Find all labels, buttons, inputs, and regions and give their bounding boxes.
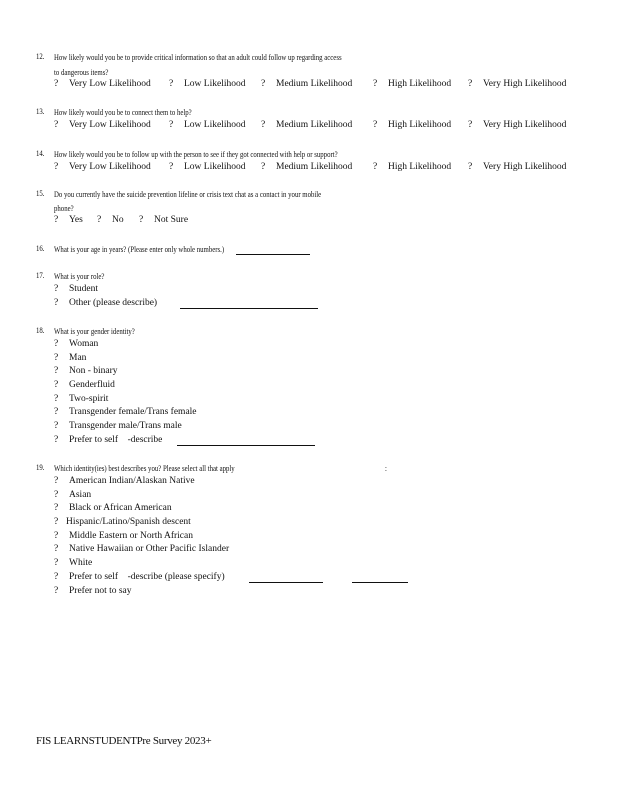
- option-white[interactable]: ? White: [54, 558, 93, 568]
- page-footer: FIS LEARNSTUDENTPre Survey 2023+: [36, 735, 212, 747]
- option-other[interactable]: ? Other (please describe): [54, 298, 158, 308]
- question-number: 17.: [36, 271, 45, 280]
- option-black[interactable]: ? Black or African American: [54, 503, 172, 513]
- checkbox-icon[interactable]: ?: [54, 380, 59, 390]
- checkbox-icon[interactable]: ?: [261, 79, 266, 89]
- option-very-low[interactable]: ? Very Low Likelihood: [54, 120, 151, 130]
- option-hispanic[interactable]: ? Hispanic/Latino/Spanish descent: [54, 517, 191, 527]
- option-yes[interactable]: ? Yes: [54, 215, 83, 225]
- option-high[interactable]: ? High Likelihood: [373, 162, 452, 172]
- question-text: How likely would you be to connect them to help?: [54, 108, 192, 117]
- option-high[interactable]: ? High Likelihood: [373, 120, 452, 130]
- option-woman[interactable]: ? Woman: [54, 339, 99, 349]
- question-text: What is your age in years? (Please enter only whole numbers.): [54, 245, 225, 254]
- option-very-high[interactable]: ? Very High Likelihood: [468, 162, 567, 172]
- option-american-indian[interactable]: ? American Indian/Alaskan Native: [54, 476, 195, 486]
- checkbox-icon[interactable]: ?: [54, 531, 59, 541]
- question-number: 15.: [36, 189, 45, 198]
- checkbox-icon[interactable]: ?: [261, 120, 266, 130]
- option-asian[interactable]: ? Asian: [54, 490, 92, 500]
- option-very-high[interactable]: ? Very High Likelihood: [468, 79, 567, 89]
- other-role-input[interactable]: [180, 299, 318, 309]
- checkbox-icon[interactable]: ?: [54, 572, 59, 582]
- option-very-high[interactable]: ? Very High Likelihood: [468, 120, 567, 130]
- checkbox-icon[interactable]: ?: [54, 544, 59, 554]
- option-medium[interactable]: ? Medium Likelihood: [261, 79, 353, 89]
- question-text: What is your gender identity?: [54, 327, 135, 336]
- checkbox-icon[interactable]: ?: [54, 407, 59, 417]
- checkbox-icon[interactable]: ?: [54, 215, 59, 225]
- question-text: How likely would you be to follow up with the person to see if they got connected with help or support?: [54, 150, 338, 159]
- question-number: 18.: [36, 326, 45, 335]
- option-low[interactable]: ? Low Likelihood: [169, 120, 246, 130]
- question-number: 14.: [36, 149, 45, 158]
- option-genderfluid[interactable]: ? Genderfluid: [54, 380, 115, 390]
- age-input[interactable]: [236, 245, 310, 255]
- checkbox-icon[interactable]: ?: [261, 162, 266, 172]
- option-low[interactable]: ? Low Likelihood: [169, 79, 246, 89]
- checkbox-icon[interactable]: ?: [54, 339, 59, 349]
- checkbox-icon[interactable]: ?: [54, 503, 59, 513]
- checkbox-icon[interactable]: ?: [54, 476, 59, 486]
- option-not-sure[interactable]: ? Not Sure: [139, 215, 189, 225]
- checkbox-icon[interactable]: ?: [468, 120, 473, 130]
- option-medium[interactable]: ? Medium Likelihood: [261, 162, 353, 172]
- checkbox-icon[interactable]: ?: [169, 120, 174, 130]
- checkbox-icon[interactable]: ?: [54, 162, 59, 172]
- checkbox-icon[interactable]: ?: [373, 79, 378, 89]
- option-native-hawaiian[interactable]: ? Native Hawaiian or Other Pacific Islander: [54, 544, 230, 554]
- question-number: 16.: [36, 244, 45, 253]
- option-prefer-not[interactable]: ? Prefer not to say: [54, 586, 132, 596]
- checkbox-icon[interactable]: ?: [54, 353, 59, 363]
- checkbox-icon[interactable]: ?: [468, 162, 473, 172]
- option-medium[interactable]: ? Medium Likelihood: [261, 120, 353, 130]
- option-low[interactable]: ? Low Likelihood: [169, 162, 246, 172]
- option-trans-male[interactable]: ? Transgender male/Trans male: [54, 421, 182, 431]
- question-number: 13.: [36, 107, 45, 116]
- checkbox-icon[interactable]: ?: [54, 421, 59, 431]
- question-trail: :: [385, 464, 387, 473]
- question-number: 12.: [36, 52, 45, 61]
- self-describe-identity-input-2[interactable]: [352, 573, 408, 583]
- checkbox-icon[interactable]: ?: [54, 517, 59, 527]
- question-text: Do you currently have the suicide prevention lifeline or crisis text chat as a contact in your mobile: [54, 190, 322, 199]
- option-man[interactable]: ? Man: [54, 353, 87, 363]
- checkbox-icon[interactable]: ?: [373, 120, 378, 130]
- option-self-describe[interactable]: ? Prefer to self -describe: [54, 435, 163, 445]
- checkbox-icon[interactable]: ?: [54, 558, 59, 568]
- checkbox-icon[interactable]: ?: [468, 79, 473, 89]
- question-text-cont: phone?: [54, 204, 74, 213]
- self-describe-gender-input[interactable]: [177, 436, 315, 446]
- checkbox-icon[interactable]: ?: [97, 215, 102, 225]
- option-student[interactable]: ? Student: [54, 284, 99, 294]
- question-number: 19.: [36, 463, 45, 472]
- checkbox-icon[interactable]: ?: [54, 586, 59, 596]
- question-text: Which identity(ies) best describes you? Please select all that apply: [54, 464, 235, 473]
- question-text: How likely would you be to provide critical information so that an adult could follow up regarding access: [54, 53, 342, 62]
- question-text-cont: to dangerous items?: [54, 68, 109, 77]
- option-high[interactable]: ? High Likelihood: [373, 79, 452, 89]
- checkbox-icon[interactable]: ?: [54, 298, 59, 308]
- checkbox-icon[interactable]: ?: [139, 215, 144, 225]
- checkbox-icon[interactable]: ?: [54, 120, 59, 130]
- option-two-spirit[interactable]: ? Two-spirit: [54, 394, 109, 404]
- checkbox-icon[interactable]: ?: [54, 366, 59, 376]
- checkbox-icon[interactable]: ?: [54, 79, 59, 89]
- checkbox-icon[interactable]: ?: [54, 284, 59, 294]
- checkbox-icon[interactable]: ?: [169, 162, 174, 172]
- checkbox-icon[interactable]: ?: [54, 490, 59, 500]
- checkbox-icon[interactable]: ?: [169, 79, 174, 89]
- option-trans-female[interactable]: ? Transgender female/Trans female: [54, 407, 197, 417]
- self-describe-identity-input-1[interactable]: [249, 573, 323, 583]
- option-very-low[interactable]: ? Very Low Likelihood: [54, 79, 151, 89]
- option-non-binary[interactable]: ? Non - binary: [54, 366, 118, 376]
- option-self-describe[interactable]: ? Prefer to self -describe (please specify): [54, 572, 225, 582]
- option-middle-eastern[interactable]: ? Middle Eastern or North African: [54, 531, 193, 541]
- option-very-low[interactable]: ? Very Low Likelihood: [54, 162, 151, 172]
- checkbox-icon[interactable]: ?: [54, 435, 59, 445]
- option-no[interactable]: ? No: [97, 215, 124, 225]
- checkbox-icon[interactable]: ?: [54, 394, 59, 404]
- checkbox-icon[interactable]: ?: [373, 162, 378, 172]
- question-text: What is your role?: [54, 272, 105, 281]
